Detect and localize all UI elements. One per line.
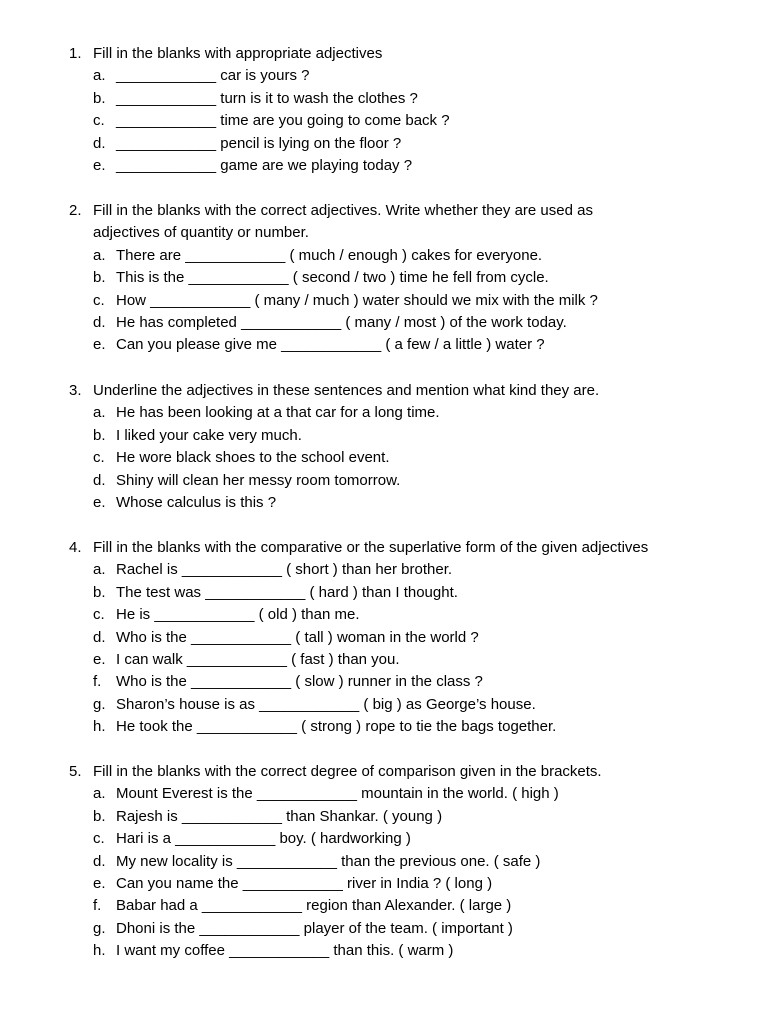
question-1 (69, 43, 759, 177)
question-number: 3. (69, 382, 82, 399)
question-item (69, 559, 759, 581)
item-label: h. (93, 942, 106, 960)
item-text: Babar had a ____________ region than Alexander. ( large ) (116, 897, 512, 915)
question-instruction: Fill in the blanks with appropriate adjectives (93, 45, 383, 62)
item-label: c. (93, 449, 105, 467)
item-label: c. (93, 291, 105, 309)
question-item (69, 110, 759, 132)
question-instruction-continued: adjectives of quantity or number. (93, 224, 309, 242)
item-label: c. (93, 112, 105, 130)
item-text: ____________ turn is it to wash the clothes ? (116, 89, 418, 107)
item-label: d. (93, 313, 106, 331)
item-label: d. (93, 852, 106, 870)
item-label: a. (93, 561, 106, 579)
item-label: b. (93, 426, 106, 444)
question-number: 1. (69, 45, 82, 62)
question-heading (69, 43, 759, 65)
item-label: e. (93, 874, 106, 892)
question-item (69, 806, 759, 828)
item-label: g. (93, 919, 106, 937)
item-text: He took the ____________ ( strong ) rope to tie the bags together. (116, 718, 557, 736)
question-instruction: Underline the adjectives in these sentences and mention what kind they are. (93, 382, 600, 399)
item-text: Who is the ____________ ( tall ) woman in the world ? (116, 628, 479, 646)
item-text: How ____________ ( many / much ) water should we mix with the milk ? (116, 291, 598, 309)
question-item (69, 716, 759, 738)
item-text: He has completed ____________ ( many / most ) of the work today. (116, 313, 567, 331)
item-text: My new locality is ____________ than the previous one. ( safe ) (116, 852, 541, 870)
question-item (69, 245, 759, 267)
item-label: f. (93, 673, 102, 691)
question-item (69, 694, 759, 716)
question-instruction: Fill in the blanks with the correct degree of comparison given in the brackets. (93, 763, 602, 780)
item-text: Who is the ____________ ( slow ) runner in the class ? (116, 673, 483, 691)
item-text: He wore black shoes to the school event. (116, 449, 390, 467)
item-text: Can you please give me ____________ ( a few / a little ) water ? (116, 336, 545, 354)
question-item (69, 447, 759, 469)
question-heading (69, 537, 759, 559)
question-item (69, 582, 759, 604)
item-text: Mount Everest is the ____________ mountain in the world. ( high ) (116, 785, 559, 803)
question-5 (69, 761, 759, 963)
item-text: Whose calculus is this ? (116, 493, 277, 511)
item-label: e. (93, 493, 106, 511)
question-item (69, 604, 759, 626)
item-text: ____________ car is yours ? (116, 67, 310, 85)
item-text: Rachel is ____________ ( short ) than her brother. (116, 561, 453, 579)
question-heading (69, 380, 759, 402)
item-label: e. (93, 336, 106, 354)
question-item (69, 940, 759, 962)
question-item (69, 402, 759, 424)
item-label: e. (93, 156, 106, 174)
item-text: Shiny will clean her messy room tomorrow. (116, 471, 401, 489)
item-label: b. (93, 89, 106, 107)
item-label: a. (93, 404, 106, 422)
item-text: The test was ____________ ( hard ) than I thought. (116, 583, 458, 601)
item-text: There are ____________ ( much / enough ) cakes for everyone. (116, 246, 543, 264)
question-heading (69, 200, 759, 222)
question-item (69, 783, 759, 805)
item-text: I want my coffee ____________ than this. ( warm ) (116, 942, 454, 960)
question-item (69, 851, 759, 873)
item-text: Sharon’s house is as ____________ ( big ) as George’s house. (116, 695, 536, 713)
question-item (69, 425, 759, 447)
question-number: 4. (69, 539, 82, 556)
question-item (69, 267, 759, 289)
question-item (69, 627, 759, 649)
item-label: e. (93, 650, 106, 668)
item-label: d. (93, 628, 106, 646)
question-item (69, 88, 759, 110)
question-item (69, 828, 759, 850)
item-text: He is ____________ ( old ) than me. (116, 606, 360, 624)
item-label: a. (93, 246, 106, 264)
question-3 (69, 380, 759, 514)
question-item (69, 492, 759, 514)
item-label: b. (93, 807, 106, 825)
item-label: b. (93, 269, 106, 287)
question-number: 2. (69, 202, 82, 219)
item-text: ____________ pencil is lying on the floor ? (116, 134, 402, 152)
question-instruction: Fill in the blanks with the comparative or the superlative form of the given adjectives (93, 539, 649, 556)
question-item (69, 155, 759, 177)
item-label: c. (93, 830, 105, 848)
question-item (69, 873, 759, 895)
item-text: This is the ____________ ( second / two ) time he fell from cycle. (116, 269, 549, 287)
question-item (69, 133, 759, 155)
item-label: h. (93, 718, 106, 736)
item-text: Hari is a ____________ boy. ( hardworking ) (116, 830, 411, 848)
question-instruction: Fill in the blanks with the correct adjectives. Write whether they are used as (93, 202, 593, 219)
question-2 (69, 200, 759, 357)
item-text: I can walk ____________ ( fast ) than you. (116, 650, 400, 668)
question-item (69, 671, 759, 693)
item-text: He has been looking at a that car for a long time. (116, 404, 440, 422)
item-label: b. (93, 583, 106, 601)
item-text: Dhoni is the ____________ player of the team. ( important ) (116, 919, 513, 937)
item-label: g. (93, 695, 106, 713)
question-item (69, 649, 759, 671)
question-item (69, 65, 759, 87)
item-label: a. (93, 67, 106, 85)
item-text: Rajesh is ____________ than Shankar. ( young ) (116, 807, 443, 825)
item-text: ____________ time are you going to come back ? (116, 112, 450, 130)
question-item (69, 312, 759, 334)
question-item (69, 470, 759, 492)
question-item (69, 334, 759, 356)
question-4 (69, 537, 759, 739)
question-number: 5. (69, 763, 82, 780)
question-item (69, 290, 759, 312)
question-item (69, 918, 759, 940)
item-label: d. (93, 471, 106, 489)
item-text: ____________ game are we playing today ? (116, 156, 413, 174)
item-label: d. (93, 134, 106, 152)
item-label: c. (93, 606, 105, 624)
question-item (69, 895, 759, 917)
question-heading (69, 761, 759, 783)
item-text: I liked your cake very much. (116, 426, 302, 444)
item-label: f. (93, 897, 102, 915)
item-label: a. (93, 785, 106, 803)
item-text: Can you name the ____________ river in India ? ( long ) (116, 874, 493, 892)
